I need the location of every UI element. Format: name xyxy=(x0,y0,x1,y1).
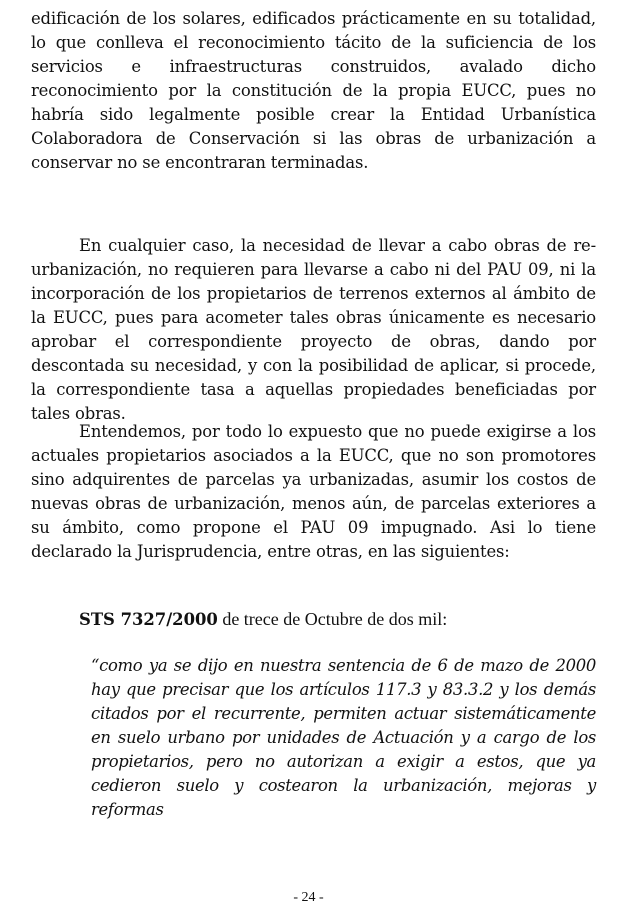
case-reference: STS 7327/2000 xyxy=(79,610,218,629)
case-citation xyxy=(79,607,447,632)
case-date: de trece de Octubre de dos mil: xyxy=(217,609,448,629)
case-quote: “como ya se dijo en nuestra sentencia de 6 de mazo de 2000 hay que precisar que los artículos 117.3 y 83.3.2 y los demás citados por el recurrente, permiten actuar sistemáticamente en suelo urbano por unidades de Actuación y a cargo de los propietarios, pero no autorizan a exigir a estos, que ya cedieron suelo y costearon la urbanización, mejoras y reformas xyxy=(91,656,596,819)
paragraph-re-urbanizacion: En cualquier caso, la necesidad de llevar a cabo obras de re-urbanización, no requieren para llevarse a cabo ni del PAU 09, ni la incorporación de los propietarios de terrenos externos al ámbito de la EUCC, pues para acometer tales obras únicamente es necesario aprobar el correspondiente proyecto de obras, dando por descontada su necesidad, y con la posibilidad de aplicar, si procede, la correspondiente tasa a aquellas propiedades beneficiadas por tales obras. xyxy=(31,236,596,423)
paragraph-entendemos: Entendemos, por todo lo expuesto que no puede exigirse a los actuales propietarios asociados a la EUCC, que no son promotores sino adquirentes de parcelas ya urbanizadas, asumir los costos de nuevas obras de urbanización, menos aún, de parcelas exteriores a su ámbito, como propone el PAU 09 impugnado. Asi lo tiene declarado la Jurisprudencia, entre otras, en las siguientes: xyxy=(31,422,596,561)
page-number: - 24 - xyxy=(293,890,324,905)
paragraph-solares: edificación de los solares, edificados prácticamente en su totalidad, lo que conlleva el reconocimiento tácito de la suficiencia de los servicios e infraestructuras construidos, avalado dicho reconocimiento por la constitución de la propia EUCC, pues no habría sido legalmente posible crear la Entidad Urbanística Colaboradora de Conservación si las obras de urbanización a conservar no se encontraran terminadas. xyxy=(31,9,596,172)
